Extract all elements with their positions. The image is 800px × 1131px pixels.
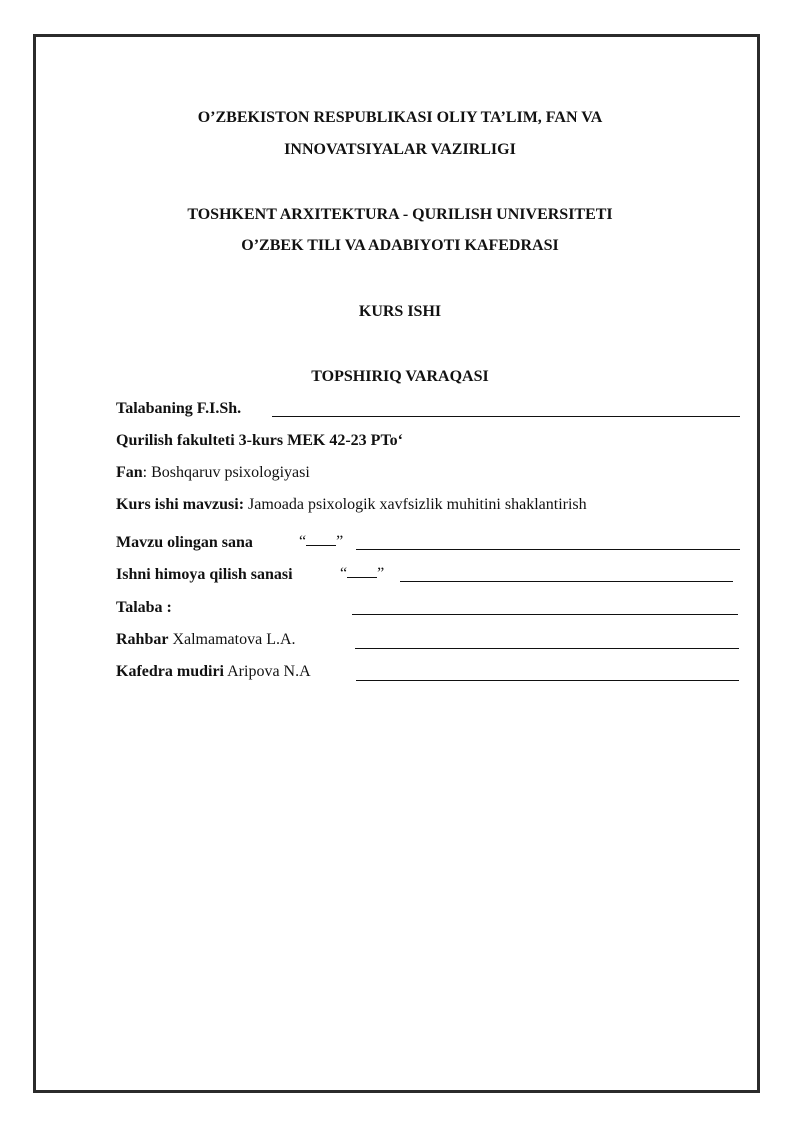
head-label: Kafedra mudiri (116, 663, 224, 680)
subject-row (116, 463, 310, 483)
head-signature-line (356, 680, 739, 681)
document-type: KURS ISHI (358, 303, 442, 320)
faculty-line: Qurilish fakulteti 3-kurs MEK 42-23 PTo‘ (116, 432, 403, 449)
head-row (116, 662, 311, 682)
day-blank (347, 563, 377, 578)
supervisor-row (116, 630, 296, 650)
topic-date-quote (299, 531, 343, 552)
form-title: TOPSHIRIQ VARAQASI (311, 368, 489, 385)
defense-date-quote (340, 563, 384, 584)
head-value: Aripova N.A (224, 663, 311, 680)
quote-open: “ (340, 565, 348, 582)
defense-date-line (400, 581, 733, 582)
supervisor-signature-line (355, 648, 739, 649)
day-blank (306, 531, 336, 546)
quote-close: ” (336, 533, 344, 550)
student-signature-line (352, 614, 738, 615)
topic-date-label: Mavzu olingan sana (116, 534, 253, 551)
supervisor-label: Rahbar (116, 631, 169, 648)
topic-row (116, 495, 587, 515)
defense-date-label: Ishni himoya qilish sanasi (116, 566, 293, 583)
quote-close: ” (377, 565, 385, 582)
university-name: TOSHKENT ARXITEKTURA - QURILISH UNIVERSITETI (187, 206, 613, 223)
topic-label: Kurs ishi mavzusi: (116, 496, 245, 513)
ministry-line-1: O’ZBEKISTON RESPUBLIKASI OLIY TA’LIM, FAN VA (197, 109, 603, 126)
page-border (33, 34, 760, 1093)
department-name: O’ZBEK TILI VA ADABIYOTI KAFEDRASI (241, 237, 559, 254)
student-label: Talaba : (116, 599, 172, 616)
topic-value: Jamoada psixologik xavfsizlik muhitini shaklantirish (244, 496, 587, 513)
supervisor-value: Xalmamatova L.A. (168, 631, 296, 648)
student-name-label: Talabaning F.I.Sh. (116, 400, 242, 417)
topic-date-line (356, 549, 740, 550)
ministry-line-2: INNOVATSIYALAR VAZIRLIGI (284, 141, 516, 158)
quote-open: “ (299, 533, 307, 550)
subject-label: Fan (116, 464, 143, 481)
student-name-line (272, 416, 740, 417)
subject-value: : Boshqaruv psixologiyasi (142, 464, 310, 481)
